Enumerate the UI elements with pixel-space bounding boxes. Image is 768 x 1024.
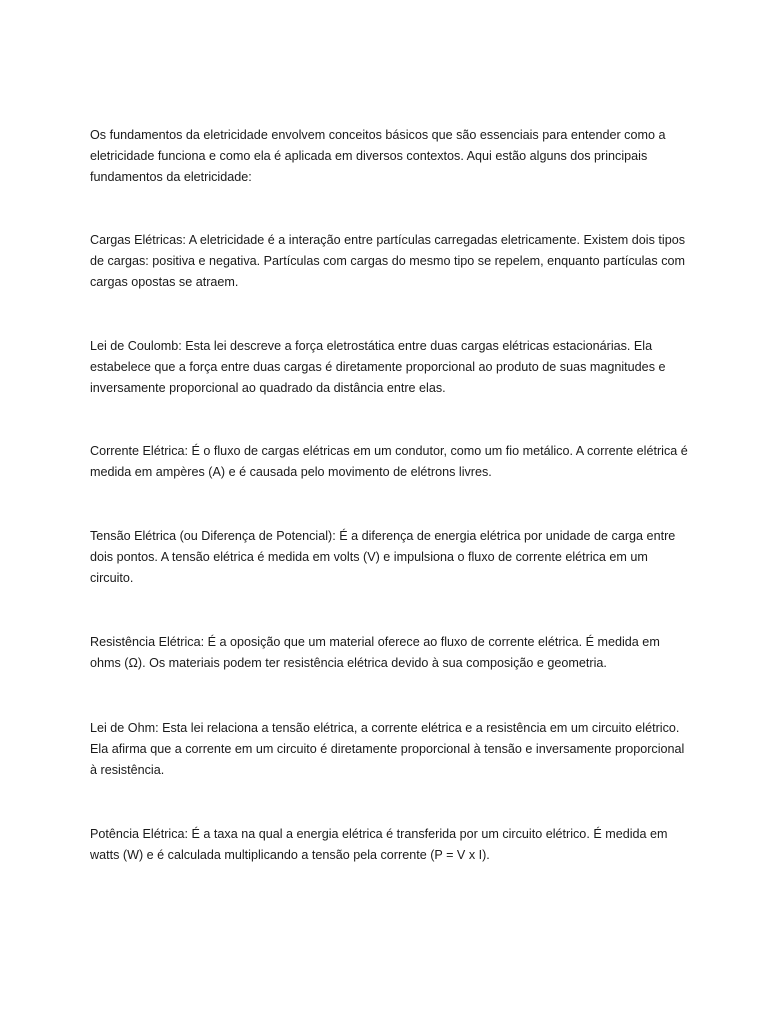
paragraph-lei-de-ohm: Lei de Ohm: Esta lei relaciona a tensão elétrica, a corrente elétrica e a resistência em um circuito elétrico. Ela afirma que a corrente em um circuito é diretamente proporcional à tensão e inversamente proporcional à resistência. <box>90 721 685 777</box>
paragraph-lei-de-coulomb: Lei de Coulomb: Esta lei descreve a força eletrostática entre duas cargas elétricas estacionárias. Ela estabelece que a força entre duas cargas é diretamente proporcional ao produto de suas magnitudes e inversamente proporcional ao quadrado da distância entre elas. <box>90 339 666 395</box>
paragraph-tensao-eletrica: Tensão Elétrica (ou Diferença de Potencial): É a diferença de energia elétrica por unidade de carga entre dois pontos. A tensão elétrica é medida em volts (V) e impulsiona o fluxo de corrente elétrica em um circuito. <box>90 529 676 585</box>
intro-paragraph: Os fundamentos da eletricidade envolvem conceitos básicos que são essenciais para entender como a eletricidade funciona e como ela é aplicada em diversos contextos. Aqui estão alguns dos principais fundamentos da eletricidade: <box>90 128 666 184</box>
paragraph-resistencia-eletrica: Resistência Elétrica: É a oposição que um material oferece ao fluxo de corrente elétrica. É medida em ohms (Ω). Os materiais podem ter resistência elétrica devido à sua composição e geometria. <box>90 635 660 670</box>
paragraph-corrente-eletrica: Corrente Elétrica: É o fluxo de cargas elétricas em um condutor, como um fio metálico. A corrente elétrica é medida em ampères (A) e é causada pelo movimento de elétrons livres. <box>90 444 688 479</box>
paragraph-potencia-eletrica: Potência Elétrica: É a taxa na qual a energia elétrica é transferida por um circuito elétrico. É medida em watts (W) e é calculada multiplicando a tensão pela corrente (P = V x I). <box>90 827 668 862</box>
paragraph-cargas-eletricas: Cargas Elétricas: A eletricidade é a interação entre partículas carregadas eletricamente. Existem dois tipos de cargas: positiva e negativa. Partículas com cargas do mesmo tipo se repelem, enquanto partículas com cargas opostas se atraem. <box>90 233 686 289</box>
